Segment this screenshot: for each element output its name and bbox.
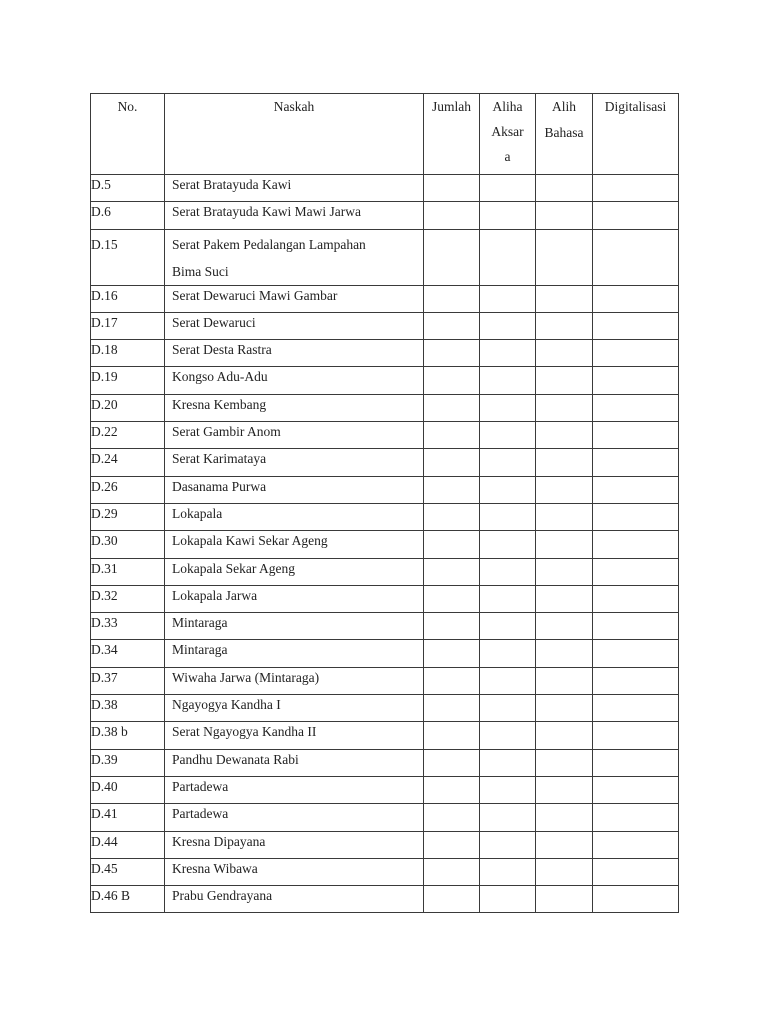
cell-jumlah bbox=[424, 503, 480, 530]
cell-aliha-aksara bbox=[480, 804, 536, 831]
cell-digitalisasi bbox=[593, 776, 679, 803]
cell-aliha-aksara bbox=[480, 640, 536, 667]
cell-no: D.30 bbox=[91, 531, 165, 558]
cell-alih-bahasa bbox=[536, 831, 593, 858]
cell-digitalisasi bbox=[593, 340, 679, 367]
cell-digitalisasi bbox=[593, 585, 679, 612]
cell-naskah: Serat Dewaruci Mawi Gambar bbox=[165, 285, 424, 312]
cell-digitalisasi bbox=[593, 613, 679, 640]
cell-digitalisasi bbox=[593, 886, 679, 913]
cell-digitalisasi bbox=[593, 503, 679, 530]
cell-no: D.22 bbox=[91, 422, 165, 449]
cell-naskah: Serat Bratayuda Kawi bbox=[165, 175, 424, 202]
cell-alih-bahasa bbox=[536, 202, 593, 229]
cell-jumlah bbox=[424, 722, 480, 749]
table-row bbox=[91, 340, 679, 367]
cell-no: D.26 bbox=[91, 476, 165, 503]
table-row bbox=[91, 422, 679, 449]
cell-aliha-aksara bbox=[480, 613, 536, 640]
table-header-row bbox=[91, 94, 679, 175]
cell-alih-bahasa bbox=[536, 667, 593, 694]
cell-digitalisasi bbox=[593, 175, 679, 202]
cell-aliha-aksara bbox=[480, 858, 536, 885]
cell-aliha-aksara bbox=[480, 422, 536, 449]
cell-naskah: Kongso Adu-Adu bbox=[165, 367, 424, 394]
cell-alih-bahasa bbox=[536, 476, 593, 503]
cell-no: D.39 bbox=[91, 749, 165, 776]
cell-jumlah bbox=[424, 776, 480, 803]
table-row bbox=[91, 476, 679, 503]
cell-no: D.38 bbox=[91, 695, 165, 722]
cell-alih-bahasa bbox=[536, 722, 593, 749]
table-body bbox=[91, 175, 679, 913]
cell-aliha-aksara bbox=[480, 394, 536, 421]
cell-digitalisasi bbox=[593, 831, 679, 858]
cell-digitalisasi bbox=[593, 858, 679, 885]
header-aliha-aksara: Aliha Aksar a bbox=[480, 94, 536, 175]
header-jumlah: Jumlah bbox=[424, 94, 480, 175]
cell-aliha-aksara bbox=[480, 175, 536, 202]
table-row bbox=[91, 640, 679, 667]
cell-jumlah bbox=[424, 749, 480, 776]
cell-naskah: Serat Bratayuda Kawi Mawi Jarwa bbox=[165, 202, 424, 229]
cell-digitalisasi bbox=[593, 804, 679, 831]
cell-digitalisasi bbox=[593, 422, 679, 449]
cell-no: D.31 bbox=[91, 558, 165, 585]
cell-digitalisasi bbox=[593, 285, 679, 312]
table-row bbox=[91, 695, 679, 722]
cell-digitalisasi bbox=[593, 229, 679, 285]
cell-jumlah bbox=[424, 202, 480, 229]
cell-naskah: Serat Dewaruci bbox=[165, 312, 424, 339]
cell-aliha-aksara bbox=[480, 695, 536, 722]
table-row bbox=[91, 285, 679, 312]
table-row bbox=[91, 613, 679, 640]
cell-digitalisasi bbox=[593, 667, 679, 694]
table-row bbox=[91, 503, 679, 530]
cell-naskah: Lokapala Jarwa bbox=[165, 585, 424, 612]
cell-no: D.34 bbox=[91, 640, 165, 667]
cell-no: D.37 bbox=[91, 667, 165, 694]
cell-no: D.44 bbox=[91, 831, 165, 858]
cell-no: D.24 bbox=[91, 449, 165, 476]
cell-jumlah bbox=[424, 667, 480, 694]
cell-naskah: Mintaraga bbox=[165, 613, 424, 640]
header-naskah: Naskah bbox=[165, 94, 424, 175]
cell-aliha-aksara bbox=[480, 667, 536, 694]
cell-aliha-aksara bbox=[480, 558, 536, 585]
cell-jumlah bbox=[424, 613, 480, 640]
cell-jumlah bbox=[424, 585, 480, 612]
cell-jumlah bbox=[424, 175, 480, 202]
cell-naskah: Dasanama Purwa bbox=[165, 476, 424, 503]
cell-no: D.16 bbox=[91, 285, 165, 312]
cell-no: D.18 bbox=[91, 340, 165, 367]
cell-naskah: Serat Karimataya bbox=[165, 449, 424, 476]
table-row bbox=[91, 749, 679, 776]
table-row bbox=[91, 585, 679, 612]
cell-jumlah bbox=[424, 558, 480, 585]
cell-jumlah bbox=[424, 531, 480, 558]
cell-alih-bahasa bbox=[536, 422, 593, 449]
table-row bbox=[91, 858, 679, 885]
header-digitalisasi: Digitalisasi bbox=[593, 94, 679, 175]
cell-no: D.19 bbox=[91, 367, 165, 394]
cell-aliha-aksara bbox=[480, 449, 536, 476]
cell-alih-bahasa bbox=[536, 613, 593, 640]
cell-alih-bahasa bbox=[536, 858, 593, 885]
cell-alih-bahasa bbox=[536, 175, 593, 202]
cell-jumlah bbox=[424, 394, 480, 421]
cell-digitalisasi bbox=[593, 394, 679, 421]
cell-alih-bahasa bbox=[536, 312, 593, 339]
cell-aliha-aksara bbox=[480, 749, 536, 776]
cell-alih-bahasa bbox=[536, 285, 593, 312]
cell-aliha-aksara bbox=[480, 340, 536, 367]
cell-aliha-aksara bbox=[480, 722, 536, 749]
cell-alih-bahasa bbox=[536, 394, 593, 421]
table-row bbox=[91, 776, 679, 803]
cell-no: D.5 bbox=[91, 175, 165, 202]
cell-jumlah bbox=[424, 695, 480, 722]
cell-jumlah bbox=[424, 858, 480, 885]
cell-digitalisasi bbox=[593, 312, 679, 339]
cell-aliha-aksara bbox=[480, 585, 536, 612]
cell-naskah: Partadewa bbox=[165, 804, 424, 831]
cell-naskah: Serat Desta Rastra bbox=[165, 340, 424, 367]
cell-digitalisasi bbox=[593, 640, 679, 667]
cell-jumlah bbox=[424, 449, 480, 476]
cell-jumlah bbox=[424, 422, 480, 449]
cell-naskah: Lokapala Kawi Sekar Ageng bbox=[165, 531, 424, 558]
cell-alih-bahasa bbox=[536, 558, 593, 585]
cell-naskah-line: Bima Suci bbox=[172, 263, 229, 279]
manuscript-table bbox=[90, 93, 679, 913]
cell-no: D.41 bbox=[91, 804, 165, 831]
cell-naskah: Pandhu Dewanata Rabi bbox=[165, 749, 424, 776]
cell-aliha-aksara bbox=[480, 367, 536, 394]
cell-no: D.33 bbox=[91, 613, 165, 640]
cell-no: D.45 bbox=[91, 858, 165, 885]
cell-jumlah bbox=[424, 367, 480, 394]
cell-alih-bahasa bbox=[536, 695, 593, 722]
cell-naskah bbox=[165, 229, 424, 285]
cell-aliha-aksara bbox=[480, 503, 536, 530]
cell-digitalisasi bbox=[593, 558, 679, 585]
table-row bbox=[91, 531, 679, 558]
cell-jumlah bbox=[424, 831, 480, 858]
table-row bbox=[91, 667, 679, 694]
table-row bbox=[91, 202, 679, 229]
table-row bbox=[91, 229, 679, 285]
cell-no: D.46 B bbox=[91, 886, 165, 913]
cell-alih-bahasa bbox=[536, 503, 593, 530]
cell-alih-bahasa bbox=[536, 585, 593, 612]
cell-digitalisasi bbox=[593, 695, 679, 722]
cell-jumlah bbox=[424, 285, 480, 312]
table-row bbox=[91, 449, 679, 476]
cell-jumlah bbox=[424, 640, 480, 667]
cell-no: D.20 bbox=[91, 394, 165, 421]
cell-naskah: Ngayogya Kandha I bbox=[165, 695, 424, 722]
cell-digitalisasi bbox=[593, 476, 679, 503]
cell-naskah-line: Serat Pakem Pedalangan Lampahan bbox=[172, 236, 366, 252]
cell-aliha-aksara bbox=[480, 531, 536, 558]
cell-alih-bahasa bbox=[536, 804, 593, 831]
table-row bbox=[91, 804, 679, 831]
cell-aliha-aksara bbox=[480, 202, 536, 229]
cell-alih-bahasa bbox=[536, 531, 593, 558]
cell-no: D.17 bbox=[91, 312, 165, 339]
cell-naskah: Lokapala bbox=[165, 503, 424, 530]
table-row bbox=[91, 394, 679, 421]
table-row bbox=[91, 175, 679, 202]
cell-aliha-aksara bbox=[480, 831, 536, 858]
cell-aliha-aksara bbox=[480, 776, 536, 803]
cell-naskah: Partadewa bbox=[165, 776, 424, 803]
header-no: No. bbox=[91, 94, 165, 175]
cell-digitalisasi bbox=[593, 449, 679, 476]
cell-alih-bahasa bbox=[536, 886, 593, 913]
cell-jumlah bbox=[424, 804, 480, 831]
cell-naskah: Serat Gambir Anom bbox=[165, 422, 424, 449]
cell-naskah: Kresna Kembang bbox=[165, 394, 424, 421]
cell-naskah: Serat Ngayogya Kandha II bbox=[165, 722, 424, 749]
cell-alih-bahasa bbox=[536, 640, 593, 667]
cell-aliha-aksara bbox=[480, 476, 536, 503]
cell-naskah: Lokapala Sekar Ageng bbox=[165, 558, 424, 585]
cell-naskah: Prabu Gendrayana bbox=[165, 886, 424, 913]
cell-alih-bahasa bbox=[536, 367, 593, 394]
cell-alih-bahasa bbox=[536, 749, 593, 776]
table-row bbox=[91, 312, 679, 339]
cell-jumlah bbox=[424, 229, 480, 285]
cell-alih-bahasa bbox=[536, 340, 593, 367]
cell-digitalisasi bbox=[593, 722, 679, 749]
cell-alih-bahasa bbox=[536, 776, 593, 803]
cell-alih-bahasa bbox=[536, 449, 593, 476]
table-row bbox=[91, 722, 679, 749]
cell-no: D.38 b bbox=[91, 722, 165, 749]
cell-digitalisasi bbox=[593, 531, 679, 558]
cell-aliha-aksara bbox=[480, 886, 536, 913]
cell-no: D.29 bbox=[91, 503, 165, 530]
cell-naskah: Wiwaha Jarwa (Mintaraga) bbox=[165, 667, 424, 694]
cell-digitalisasi bbox=[593, 202, 679, 229]
cell-no: D.15 bbox=[91, 229, 165, 285]
cell-naskah: Mintaraga bbox=[165, 640, 424, 667]
header-alih-bahasa: Alih Bahasa bbox=[536, 94, 593, 175]
cell-jumlah bbox=[424, 312, 480, 339]
cell-digitalisasi bbox=[593, 367, 679, 394]
table-row bbox=[91, 886, 679, 913]
cell-no: D.40 bbox=[91, 776, 165, 803]
cell-no: D.6 bbox=[91, 202, 165, 229]
table-row bbox=[91, 367, 679, 394]
cell-aliha-aksara bbox=[480, 312, 536, 339]
cell-aliha-aksara bbox=[480, 285, 536, 312]
cell-naskah: Kresna Wibawa bbox=[165, 858, 424, 885]
cell-digitalisasi bbox=[593, 749, 679, 776]
table-row bbox=[91, 558, 679, 585]
cell-jumlah bbox=[424, 476, 480, 503]
cell-jumlah bbox=[424, 340, 480, 367]
cell-aliha-aksara bbox=[480, 229, 536, 285]
table-row bbox=[91, 831, 679, 858]
cell-naskah: Kresna Dipayana bbox=[165, 831, 424, 858]
cell-no: D.32 bbox=[91, 585, 165, 612]
cell-jumlah bbox=[424, 886, 480, 913]
cell-alih-bahasa bbox=[536, 229, 593, 285]
